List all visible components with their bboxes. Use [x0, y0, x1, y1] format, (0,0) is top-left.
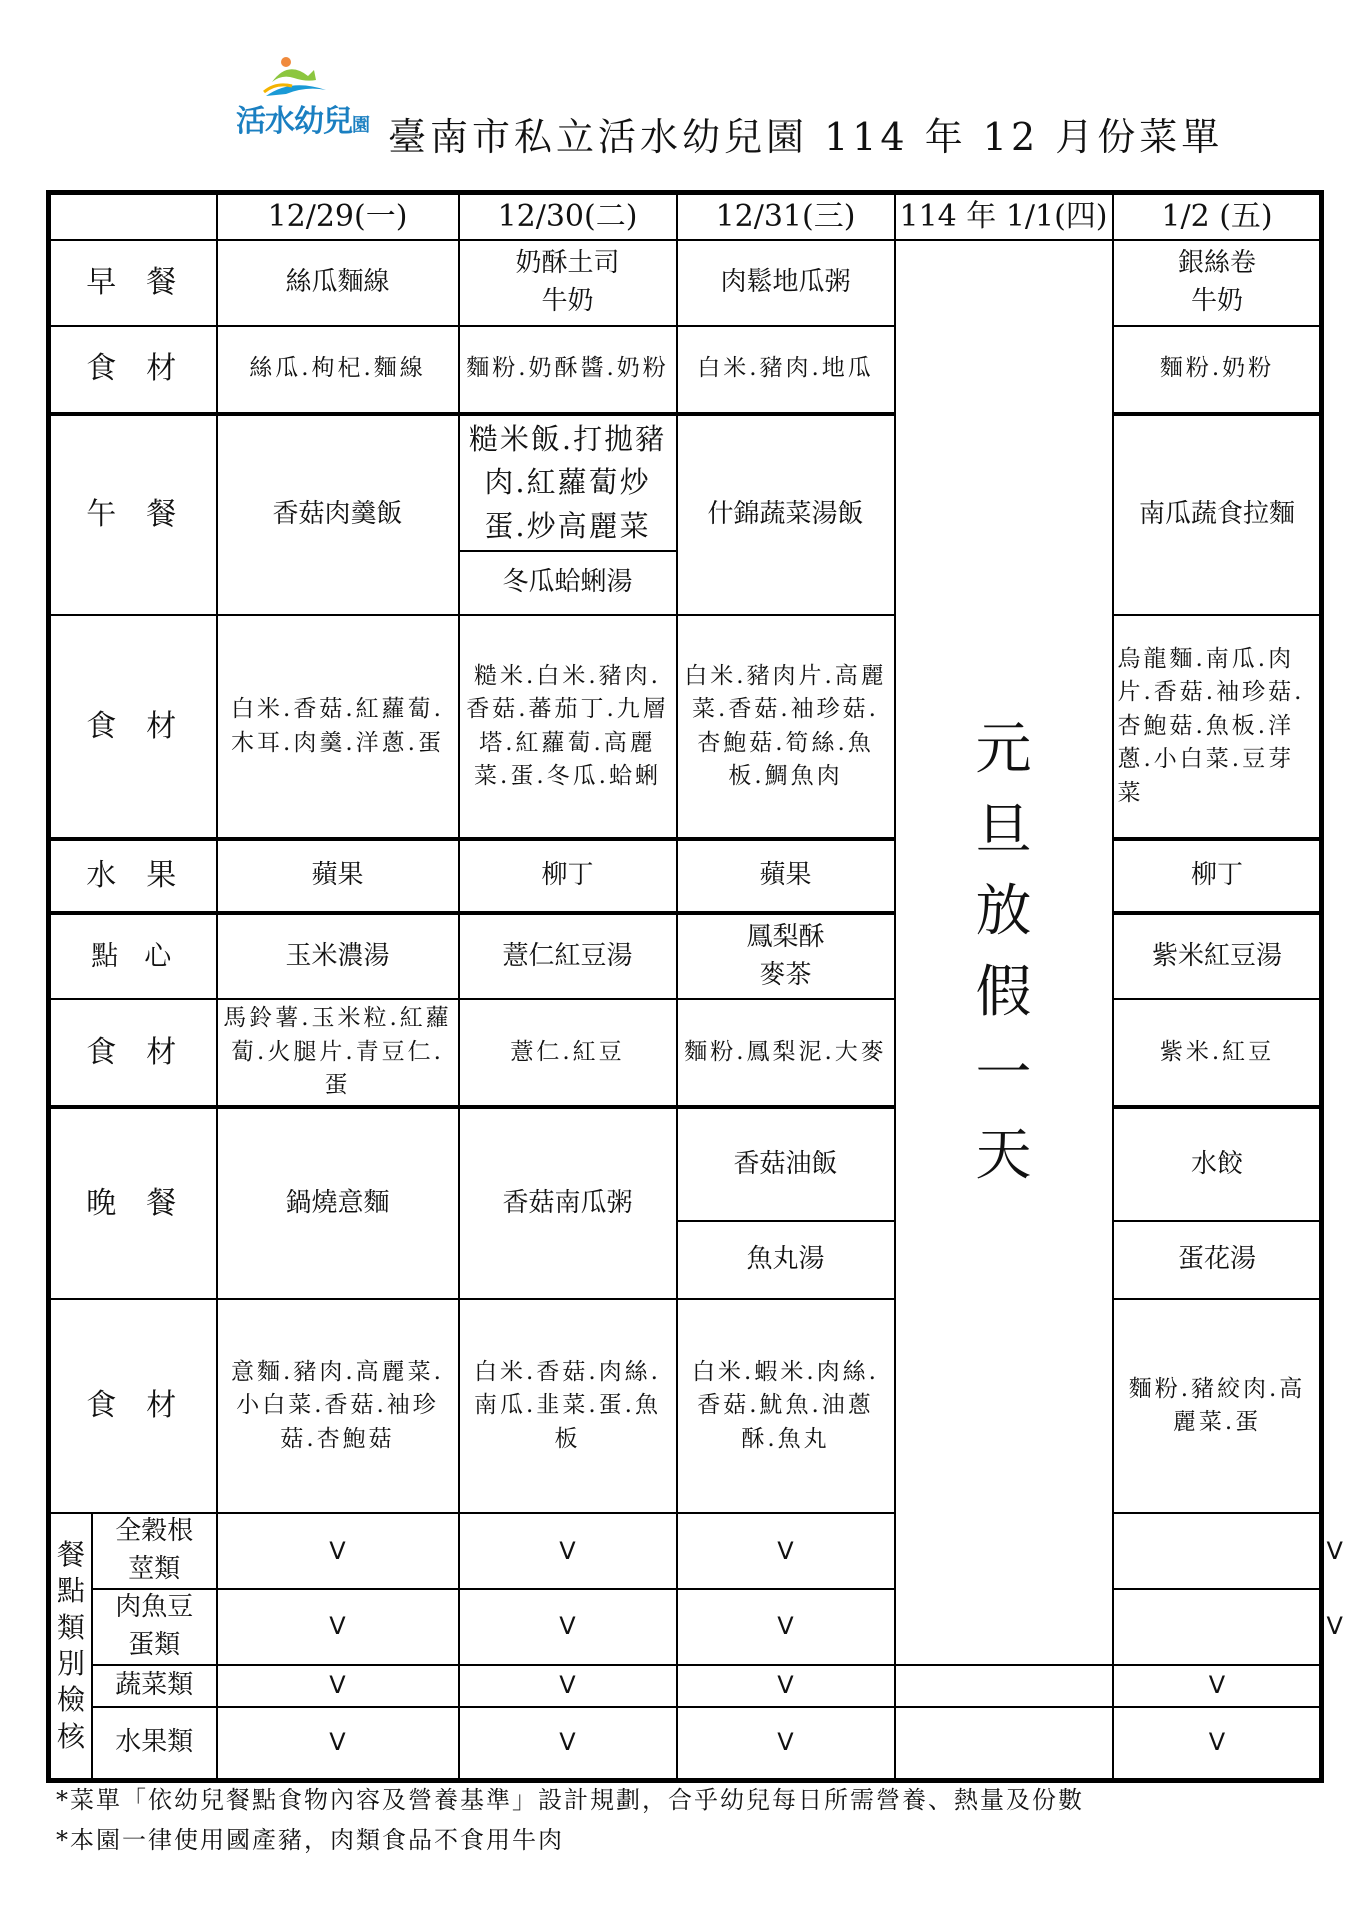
dinner-cell: 香菇油飯: [677, 1107, 895, 1221]
check-mark: V: [459, 1589, 677, 1665]
ingredients-cell: 白米.豬肉.地瓜: [677, 326, 895, 414]
ingredients-cell: 烏龍麵.南瓜.肉片.香菇.袖珍菇.杏鮑菇.魚板.洋蔥.小白菜.豆芽菜: [1113, 615, 1322, 839]
check-mark: V: [459, 1707, 677, 1781]
ingredients-cell: 麵粉.奶酥醬.奶粉: [459, 326, 677, 414]
breakfast-cell: 奶酥土司 牛奶: [459, 240, 677, 326]
fruit-cell: 柳丁: [459, 839, 677, 913]
check-mark: V: [217, 1589, 459, 1665]
lunch-cell: 南瓜蔬食拉麵: [1113, 414, 1322, 616]
check-title: 餐 點 類 別 檢 核: [51, 1514, 92, 1778]
lunch-cell: 糙米飯.打拋豬肉.紅蘿蔔炒蛋.炒高麗菜: [459, 414, 677, 552]
row-label-lunch: 午餐: [49, 414, 217, 616]
ingredients-cell: 馬鈴薯.玉米粒.紅蘿蔔.火腿片.青豆仁.蛋: [217, 999, 459, 1107]
ingredients-cell: 白米.蝦米.肉絲.香菇.魷魚.油蔥酥.魚丸: [677, 1299, 895, 1513]
breakfast-cell: 絲瓜麵線: [217, 240, 459, 326]
lunch-cell: 香菇肉羹飯: [217, 414, 459, 616]
snack-cell: 紫米紅豆湯: [1113, 913, 1322, 999]
row-label-breakfast: 早餐: [49, 240, 217, 326]
dinner-soup-cell: 蛋花湯: [1113, 1221, 1322, 1299]
footnote: *本園一律使用國產豬，肉類食品不食用牛肉: [56, 1826, 564, 1854]
lunch-soup-cell: 冬瓜蛤蜊湯: [459, 551, 677, 615]
check-row: V V V V: [49, 1589, 1322, 1665]
check-label: 全穀根莖類: [93, 1514, 216, 1590]
check-empty: [1113, 1513, 1322, 1589]
page-title: 臺南市私立活水幼兒園 114 年 12 月份菜單: [388, 115, 1224, 159]
day-header: 12/30(二): [459, 193, 677, 240]
breakfast-cell: 肉鬆地瓜粥: [677, 240, 895, 326]
ingredients-cell: 糙米.白米.豬肉.香菇.蕃茄丁.九層塔.紅蘿蔔.高麗菜.蛋.冬瓜.蛤蜊: [459, 615, 677, 839]
snack-ingredients-row: [49, 999, 1322, 1107]
check-mark: V: [1113, 1707, 1322, 1781]
check-section-inner: [51, 1514, 216, 1778]
holiday-cell: 元 旦 放 假 一 天: [895, 240, 1113, 1665]
check-labels: [92, 1514, 216, 1778]
ingredients-cell: 絲瓜.枸杞.麵線: [217, 326, 459, 414]
day-header: 114 年 1/1(四): [895, 193, 1113, 240]
check-mark: V: [1113, 1665, 1322, 1707]
day-header: 1/2 (五): [1113, 193, 1322, 240]
check-label: 蔬菜類: [93, 1666, 216, 1708]
row-label-dinner: 晚餐: [49, 1107, 217, 1299]
check-empty: [895, 1707, 1113, 1781]
footnote: *菜單「依幼兒餐點食物內容及營養基準」設計規劃，合乎幼兒每日所需營養、熱量及份數: [56, 1786, 1084, 1814]
lunch-ingredients-row: [49, 615, 1322, 839]
check-mark: V: [677, 1707, 895, 1781]
ingredients-cell: 薏仁.紅豆: [459, 999, 677, 1107]
row-label-ingredients: 食材: [49, 326, 217, 414]
breakfast-cell: 銀絲卷 牛奶: [1113, 240, 1322, 326]
header-row: [49, 193, 1322, 240]
check-row: [49, 1707, 1322, 1781]
ingredients-cell: 白米.香菇.紅蘿蔔.木耳.肉羹.洋蔥.蛋: [217, 615, 459, 839]
check-mark: V: [217, 1707, 459, 1781]
row-label-fruit: 水果: [49, 839, 217, 913]
breakfast-row: [49, 240, 1322, 326]
ingredients-cell: 白米.豬肉片.高麗菜.香菇.袖珍菇.杏鮑菇.筍絲.魚板.鯛魚肉: [677, 615, 895, 839]
fruit-cell: 蘋果: [677, 839, 895, 913]
dinner-soup-cell: 魚丸湯: [677, 1221, 895, 1299]
check-section: [49, 1513, 217, 1781]
day-header: 12/31(三): [677, 193, 895, 240]
check-label: 肉魚豆蛋類: [93, 1590, 216, 1666]
check-empty: [1113, 1589, 1322, 1665]
fruit-row: [49, 839, 1322, 913]
fruit-cell: 柳丁: [1113, 839, 1322, 913]
ingredients-cell: 紫米.紅豆: [1113, 999, 1322, 1107]
snack-cell: 薏仁紅豆湯: [459, 913, 677, 999]
snack-row: [49, 913, 1322, 999]
ingredients-cell: 意麵.豬肉.高麗菜.小白菜.香菇.袖珍菇.杏鮑菇: [217, 1299, 459, 1513]
row-label-ingredients: 食材: [49, 615, 217, 839]
dinner-ingredients-row: [49, 1299, 1322, 1513]
fruit-cell: 蘋果: [217, 839, 459, 913]
row-label-snack: 點心: [49, 913, 217, 999]
ingredients-cell: 白米.香菇.肉絲.南瓜.韭菜.蛋.魚板: [459, 1299, 677, 1513]
row-label-ingredients: 食材: [49, 999, 217, 1107]
ingredients-cell: 麵粉.鳳梨泥.大麥: [677, 999, 895, 1107]
day-header: 12/29(一): [217, 193, 459, 240]
snack-cell: 玉米濃湯: [217, 913, 459, 999]
ingredients-cell: 麵粉.豬絞肉.高麗菜.蛋: [1113, 1299, 1322, 1513]
check-mark: V: [677, 1589, 895, 1665]
logo-text: 活水幼兒園: [236, 104, 369, 139]
lunch-row: [49, 414, 1322, 552]
check-mark: V: [677, 1513, 895, 1589]
check-label: 水果類: [115, 1727, 194, 1758]
row-label-ingredients: 食材: [49, 1299, 217, 1513]
header-corner: [49, 193, 217, 240]
breakfast-ingredients-row: [49, 326, 1322, 414]
dinner-row: [49, 1107, 1322, 1221]
check-mark: V: [459, 1665, 677, 1707]
check-mark: V: [677, 1665, 895, 1707]
check-mark: V: [459, 1513, 677, 1589]
check-row: 餐 點 類 別 檢 核 全穀根莖類 肉魚豆蛋類 蔬菜類 水果類 V V V V: [49, 1513, 1322, 1589]
check-row: [49, 1665, 1322, 1707]
check-empty: [895, 1665, 1113, 1707]
check-mark: V: [217, 1665, 459, 1707]
check-mark: V: [217, 1513, 459, 1589]
ingredients-cell: 麵粉.奶粉: [1113, 326, 1322, 414]
menu-table: [46, 190, 1343, 1783]
dinner-cell: 香菇南瓜粥: [459, 1107, 677, 1299]
snack-cell: 鳳梨酥 麥茶: [677, 913, 895, 999]
dinner-cell: 鍋燒意麵: [217, 1107, 459, 1299]
dinner-cell: 水餃: [1113, 1107, 1322, 1221]
lunch-cell: 什錦蔬菜湯飯: [677, 414, 895, 616]
